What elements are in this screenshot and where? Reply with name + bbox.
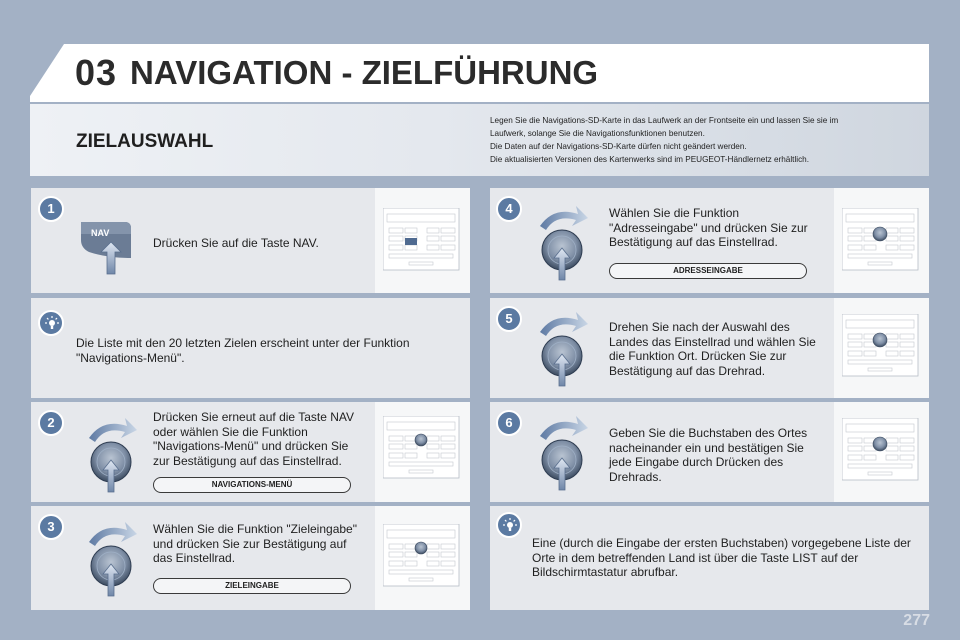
lightbulb-icon: [38, 310, 64, 336]
rotary-knob-icon: [532, 306, 592, 392]
tip-panel-2: [490, 506, 929, 610]
radio-panel-icon: [842, 208, 922, 272]
step-text: Drücken Sie erneut auf die Taste NAV oder wählen Sie die Funktion "Navigations-Menü" und drücken Sie zur Bestätigung auf das Einstellrad.: [153, 410, 354, 468]
rotate-arrow-icon: [89, 418, 137, 442]
menu-label-pill: ZIELEINGABE: [153, 578, 351, 594]
menu-label-pill: ADRESSEINGABE: [609, 263, 807, 279]
step-panel-2: [31, 402, 470, 502]
step-number-badge: 4: [496, 196, 522, 222]
nav-key-label: NAV: [91, 228, 110, 238]
radio-panel-icon: [383, 416, 463, 480]
intro-text: [490, 114, 920, 166]
rotary-knob-icon: [532, 200, 592, 286]
step-panel-1: [31, 188, 470, 293]
rotate-arrow-icon: [540, 312, 588, 336]
step-text: Drehen Sie nach der Auswahl des Landes das Einstellrad und wählen Sie die Funktion Ort. Drücken Sie zur Bestätigung auf das Drehrad.: [609, 320, 816, 378]
page-title: NAVIGATION - ZIELFÜHRUNG: [130, 54, 599, 91]
radio-panel-image: [375, 506, 470, 610]
step-number-badge: 1: [38, 196, 64, 222]
rotary-knob-icon: [81, 516, 141, 602]
step-panel-3: [31, 506, 470, 610]
step-number-badge: 2: [38, 410, 64, 436]
step-number-badge: 5: [496, 306, 522, 332]
intro-line: Laufwerk, solange Sie die Navigationsfunktionen benutzen.: [490, 129, 705, 138]
rotate-arrow-icon: [540, 416, 588, 440]
step-number-badge: 6: [496, 410, 522, 436]
intro-line: Die Daten auf der Navigations-SD-Karte dürfen nicht geändert werden.: [490, 142, 747, 151]
rotary-knob-icon: [81, 412, 141, 498]
radio-panel-icon: [383, 208, 463, 272]
radio-panel-image: [834, 298, 929, 398]
rotate-arrow-icon: [540, 206, 588, 230]
rotary-knob-icon: [532, 410, 592, 496]
intro-line: Die aktualisierten Versionen des Kartenwerks sind im PEUGEOT-Händlernetz erhältlich.: [490, 155, 809, 164]
step-panel-6: [490, 402, 929, 502]
step-text: Wählen Sie die Funktion "Zieleingabe" und drücken Sie zur Bestätigung auf das Einstellrad.: [153, 522, 357, 565]
step-text: Drücken Sie auf die Taste NAV.: [153, 236, 319, 250]
header-corner: [30, 44, 64, 96]
tip-text: Die Liste mit den 20 letzten Zielen erscheint unter der Funktion "Navigations-Menü".: [76, 336, 410, 365]
radio-panel-image: [834, 188, 929, 293]
step-number-badge: 3: [38, 514, 64, 540]
radio-panel-icon: [383, 524, 463, 588]
radio-panel-image: [375, 188, 470, 293]
nav-key-icon: [77, 212, 147, 282]
step-panel-4: [490, 188, 929, 293]
intro-line: Legen Sie die Navigations-SD-Karte in das Laufwerk an der Frontseite ein und lassen Sie sie im: [490, 116, 839, 125]
step-text: Wählen Sie die Funktion "Adresseingabe" und drücken Sie zur Bestätigung auf das Einstellrad.: [609, 206, 808, 249]
lightbulb-icon: [496, 512, 522, 538]
tip-panel-1: [31, 298, 470, 398]
radio-panel-image: [375, 402, 470, 502]
step-text: Geben Sie die Buchstaben des Ortes nacheinander ein und bestätigen Sie jede Eingabe durch Drücken des Drehrads.: [609, 426, 808, 484]
section-title: ZIELAUSWAHL: [76, 131, 214, 152]
rotate-arrow-icon: [89, 522, 137, 546]
radio-panel-image: [834, 402, 929, 502]
menu-label-pill: NAVIGATIONS-MENÜ: [153, 477, 351, 493]
step-panel-5: [490, 298, 929, 398]
tip-text: Eine (durch die Eingabe der ersten Buchstaben) vorgegebene Liste der Orte in dem betreffenden Land ist über die Taste LIST auf der Bildschirmtastatur abrufbar.: [532, 536, 911, 579]
page-number: 277: [903, 612, 930, 629]
chapter-number: 03: [75, 52, 118, 93]
radio-panel-icon: [842, 314, 922, 378]
radio-panel-icon: [842, 418, 922, 482]
